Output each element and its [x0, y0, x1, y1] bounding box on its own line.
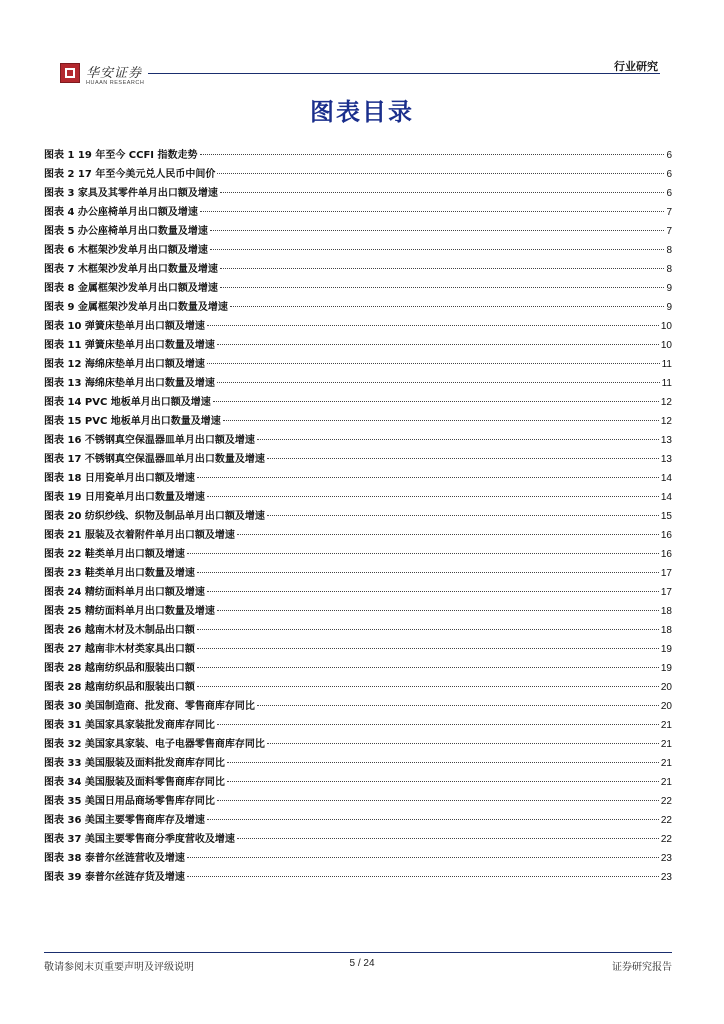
toc-entry[interactable] [44, 716, 672, 735]
toc-entry-label: 图表 34 美国服装及面料零售商库存同比 [44, 777, 225, 788]
toc-entry[interactable] [44, 260, 672, 279]
toc-entry[interactable] [44, 735, 672, 754]
toc-entry-label: 图表 9 金属框架沙发单月出口数量及增速 [44, 302, 228, 313]
toc-dot-leader [217, 382, 660, 383]
table-of-figures [44, 146, 672, 887]
toc-entry[interactable] [44, 336, 672, 355]
toc-dot-leader [207, 325, 659, 326]
toc-entry-label: 图表 26 越南木材及木制品出口额 [44, 625, 195, 636]
toc-entry[interactable] [44, 488, 672, 507]
toc-entry-page: 19 [660, 663, 672, 674]
toc-dot-leader [197, 629, 659, 630]
toc-entry-page: 21 [660, 739, 672, 750]
toc-entry[interactable] [44, 621, 672, 640]
toc-entry[interactable] [44, 298, 672, 317]
toc-entry[interactable] [44, 355, 672, 374]
toc-entry-page: 15 [660, 511, 672, 522]
toc-dot-leader [230, 306, 665, 307]
toc-entry-label: 图表 19 日用瓷单月出口数量及增速 [44, 492, 205, 503]
toc-entry-page: 9 [666, 302, 672, 313]
toc-entry[interactable] [44, 184, 672, 203]
toc-entry[interactable] [44, 317, 672, 336]
toc-entry-label: 图表 39 泰普尔丝涟存货及增速 [44, 872, 185, 883]
company-logo-icon [60, 63, 80, 83]
toc-entry[interactable] [44, 583, 672, 602]
toc-entry-page: 14 [660, 473, 672, 484]
toc-dot-leader [197, 572, 659, 573]
toc-dot-leader [187, 553, 659, 554]
toc-entry-label: 图表 32 美国家具家装、电子电器零售商库存同比 [44, 739, 265, 750]
toc-entry-page: 10 [660, 340, 672, 351]
section-label: 行业研究 [614, 60, 658, 73]
toc-entry-label: 图表 7 木框架沙发单月出口数量及增速 [44, 264, 218, 275]
toc-entry-label: 图表 36 美国主要零售商库存及增速 [44, 815, 205, 826]
toc-entry-label: 图表 22 鞋类单月出口额及增速 [44, 549, 185, 560]
toc-entry-page: 11 [661, 359, 672, 370]
toc-entry-page: 22 [660, 796, 672, 807]
toc-entry[interactable] [44, 146, 672, 165]
toc-entry-page: 22 [660, 815, 672, 826]
toc-entry[interactable] [44, 545, 672, 564]
toc-entry-label: 图表 1 19 年至今 CCFI 指数走势 [44, 150, 198, 161]
header-divider [148, 73, 660, 74]
toc-entry-label: 图表 13 海绵床垫单月出口数量及增速 [44, 378, 215, 389]
toc-entry[interactable] [44, 393, 672, 412]
toc-entry-label: 图表 35 美国日用品商场零售库存同比 [44, 796, 215, 807]
toc-dot-leader [237, 534, 659, 535]
footer-disclaimer: 敬请参阅末页重要声明及评级说明 [44, 962, 194, 973]
toc-dot-leader [217, 800, 659, 801]
company-name: 华安证券 [86, 66, 143, 81]
toc-entry-label: 图表 5 办公座椅单月出口数量及增速 [44, 226, 208, 237]
report-type: 证券研究报告 [612, 962, 672, 973]
company-name-en: HUAAN RESEARCH [86, 80, 145, 86]
toc-entry-label: 图表 21 服装及衣着附件单月出口额及增速 [44, 530, 235, 541]
toc-entry-page: 6 [666, 188, 672, 199]
toc-entry-page: 17 [660, 587, 672, 598]
toc-entry-label: 图表 15 PVC 地板单月出口数量及增速 [44, 416, 221, 427]
toc-entry-label: 图表 28 越南纺织品和服装出口额 [44, 663, 195, 674]
toc-entry-page: 12 [660, 416, 672, 427]
toc-entry-page: 18 [660, 606, 672, 617]
toc-entry[interactable] [44, 203, 672, 222]
toc-entry-page: 7 [666, 207, 672, 218]
toc-entry-label: 图表 20 纺织纱线、织物及制品单月出口额及增速 [44, 511, 265, 522]
toc-entry-page: 8 [666, 245, 672, 256]
page-number: 5 / 24 [349, 958, 375, 969]
toc-entry-label: 图表 16 不锈钢真空保温器皿单月出口额及增速 [44, 435, 255, 446]
toc-entry[interactable] [44, 868, 672, 887]
toc-dot-leader [200, 154, 665, 155]
toc-dot-leader [237, 838, 659, 839]
toc-entry-label: 图表 2 17 年至今美元兑人民币中间价 [44, 169, 216, 180]
toc-dot-leader [207, 819, 659, 820]
toc-entry-page: 21 [660, 777, 672, 788]
toc-entry-page: 16 [660, 549, 672, 560]
toc-entry-page: 21 [660, 720, 672, 731]
toc-entry-page: 16 [660, 530, 672, 541]
toc-dot-leader [267, 515, 659, 516]
toc-entry-page: 14 [660, 492, 672, 503]
toc-entry[interactable] [44, 678, 672, 697]
toc-entry[interactable] [44, 640, 672, 659]
toc-entry[interactable] [44, 450, 672, 469]
toc-dot-leader [207, 591, 659, 592]
toc-entry-label: 图表 38 泰普尔丝涟营收及增速 [44, 853, 185, 864]
toc-entry[interactable] [44, 374, 672, 393]
toc-dot-leader [207, 363, 660, 364]
toc-entry[interactable] [44, 849, 672, 868]
toc-entry-label: 图表 33 美国服装及面料批发商库存同比 [44, 758, 225, 769]
toc-dot-leader [227, 781, 659, 782]
toc-entry-label: 图表 11 弹簧床垫单月出口数量及增速 [44, 340, 215, 351]
toc-entry-label: 图表 28 越南纺织品和服装出口额 [44, 682, 195, 693]
toc-entry[interactable] [44, 773, 672, 792]
toc-entry-label: 图表 30 美国制造商、批发商、零售商库存同比 [44, 701, 255, 712]
toc-dot-leader [267, 458, 659, 459]
toc-entry[interactable] [44, 279, 672, 298]
toc-dot-leader [223, 420, 659, 421]
toc-dot-leader [217, 173, 664, 174]
toc-entry[interactable] [44, 165, 672, 184]
toc-dot-leader [210, 249, 665, 250]
toc-entry-label: 图表 12 海绵床垫单月出口额及增速 [44, 359, 205, 370]
toc-entry[interactable] [44, 431, 672, 450]
toc-entry-label: 图表 17 不锈钢真空保温器皿单月出口数量及增速 [44, 454, 265, 465]
toc-entry[interactable] [44, 659, 672, 678]
toc-entry-label: 图表 31 美国家具家装批发商库存同比 [44, 720, 215, 731]
toc-dot-leader [200, 211, 665, 212]
toc-entry-label: 图表 24 精纺面料单月出口额及增速 [44, 587, 205, 598]
toc-entry-page: 6 [666, 169, 672, 180]
toc-dot-leader [220, 287, 665, 288]
toc-entry-page: 13 [660, 454, 672, 465]
toc-entry[interactable] [44, 697, 672, 716]
page-title: 图表目录 [310, 98, 414, 126]
toc-dot-leader [197, 648, 659, 649]
toc-entry-page: 10 [660, 321, 672, 332]
toc-entry-page: 20 [660, 701, 672, 712]
toc-dot-leader [220, 192, 665, 193]
toc-entry[interactable] [44, 469, 672, 488]
toc-entry-page: 13 [660, 435, 672, 446]
toc-entry-page: 7 [666, 226, 672, 237]
toc-dot-leader [227, 762, 659, 763]
toc-entry-label: 图表 4 办公座椅单月出口额及增速 [44, 207, 198, 218]
toc-entry-page: 19 [660, 644, 672, 655]
toc-entry-page: 11 [661, 378, 672, 389]
toc-entry-label: 图表 23 鞋类单月出口数量及增速 [44, 568, 195, 579]
toc-entry[interactable] [44, 564, 672, 583]
toc-dot-leader [217, 344, 659, 345]
toc-entry-label: 图表 27 越南非木材类家具出口额 [44, 644, 195, 655]
toc-entry-label: 图表 3 家具及其零件单月出口额及增速 [44, 188, 218, 199]
toc-entry[interactable] [44, 526, 672, 545]
toc-dot-leader [207, 496, 659, 497]
toc-dot-leader [197, 477, 659, 478]
toc-entry[interactable] [44, 507, 672, 526]
toc-dot-leader [217, 610, 659, 611]
toc-entry-page: 20 [660, 682, 672, 693]
toc-entry-label: 图表 8 金属框架沙发单月出口额及增速 [44, 283, 218, 294]
toc-entry-page: 23 [660, 853, 672, 864]
toc-entry[interactable] [44, 412, 672, 431]
toc-dot-leader [217, 724, 659, 725]
toc-entry-label: 图表 25 精纺面料单月出口数量及增速 [44, 606, 215, 617]
toc-dot-leader [213, 401, 659, 402]
toc-entry[interactable] [44, 602, 672, 621]
toc-entry-page: 18 [660, 625, 672, 636]
footer-divider [44, 952, 672, 953]
toc-entry-page: 17 [660, 568, 672, 579]
toc-entry[interactable] [44, 754, 672, 773]
toc-entry-page: 21 [660, 758, 672, 769]
toc-entry[interactable] [44, 222, 672, 241]
toc-dot-leader [197, 667, 659, 668]
toc-entry-page: 23 [660, 872, 672, 883]
toc-entry-page: 12 [660, 397, 672, 408]
toc-entry-page: 8 [666, 264, 672, 275]
toc-entry-label: 图表 6 木框架沙发单月出口额及增速 [44, 245, 208, 256]
toc-entry-label: 图表 37 美国主要零售商分季度营收及增速 [44, 834, 235, 845]
toc-entry-label: 图表 14 PVC 地板单月出口额及增速 [44, 397, 211, 408]
toc-entry-page: 9 [666, 283, 672, 294]
toc-dot-leader [197, 686, 659, 687]
toc-entry[interactable] [44, 811, 672, 830]
toc-entry[interactable] [44, 830, 672, 849]
toc-dot-leader [220, 268, 665, 269]
toc-dot-leader [187, 876, 659, 877]
toc-entry[interactable] [44, 792, 672, 811]
toc-entry-page: 22 [660, 834, 672, 845]
toc-dot-leader [257, 439, 659, 440]
toc-dot-leader [187, 857, 659, 858]
toc-entry[interactable] [44, 241, 672, 260]
toc-dot-leader [210, 230, 665, 231]
toc-entry-label: 图表 10 弹簧床垫单月出口额及增速 [44, 321, 205, 332]
toc-dot-leader [257, 705, 659, 706]
toc-dot-leader [267, 743, 659, 744]
toc-entry-page: 6 [666, 150, 672, 161]
toc-entry-label: 图表 18 日用瓷单月出口额及增速 [44, 473, 195, 484]
